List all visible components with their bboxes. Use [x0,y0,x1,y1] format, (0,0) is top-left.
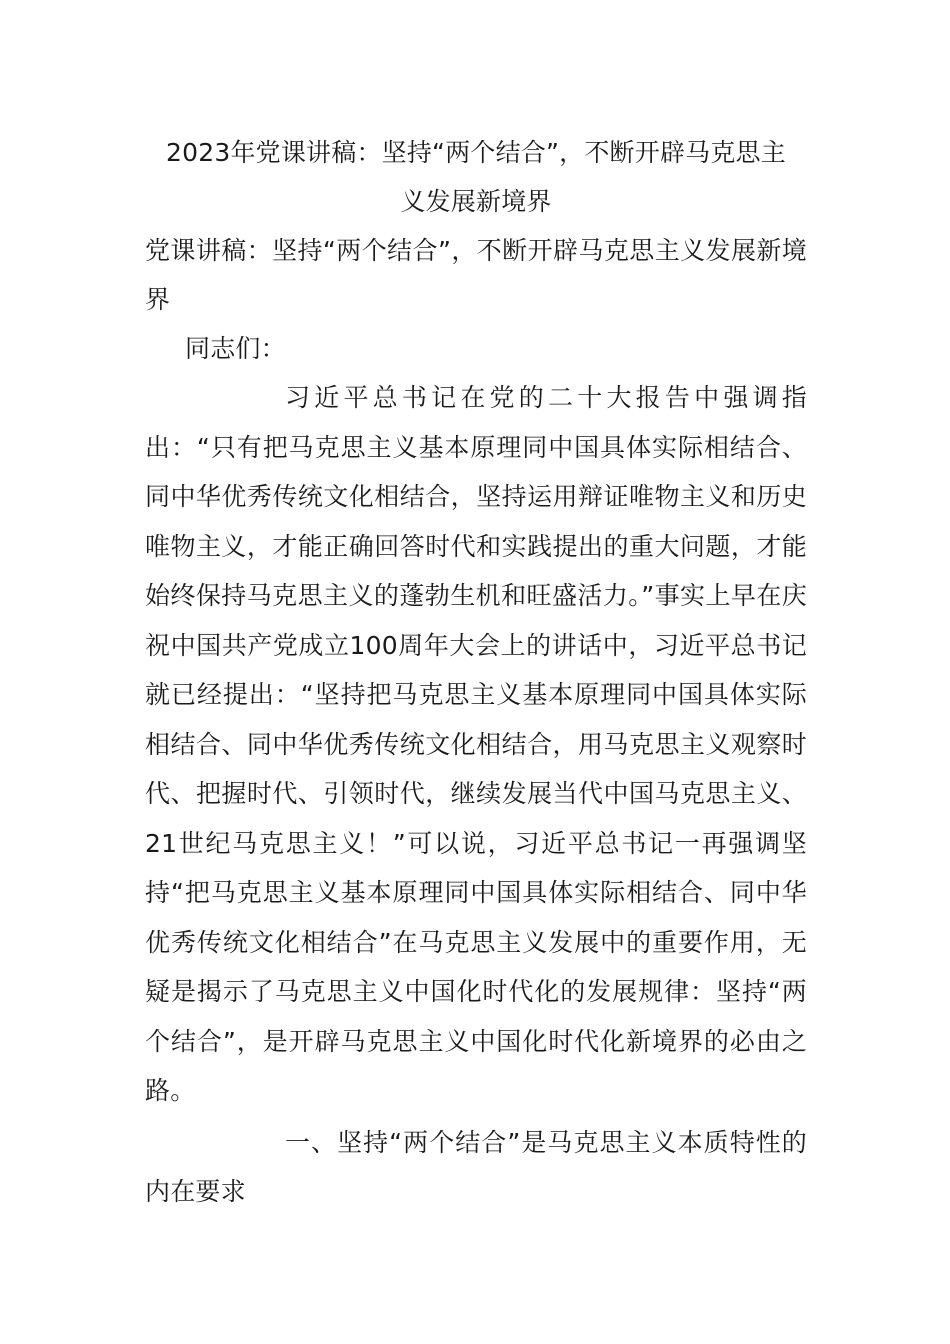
salutation: 同志们： [185,334,286,363]
document-subtitle: 党课讲稿：坚持“两个结合”，不断开辟马克思主义发展新境界 [145,236,807,314]
section-heading: 一、坚持“两个结合”是马克思主义本质特性的内在要求 [145,1127,807,1206]
document-title [145,128,807,226]
title-line-2: 义发展新境界 [400,187,552,216]
title-line-1: 2023年党课讲稿：坚持“两个结合”，不断开辟马克思主 [166,138,786,167]
document-body [145,128,807,1217]
body-paragraph: 习近平总书记在党的二十大报告中强调指出：“只有把马克思主义基本原理同中国具体实际相结合、同中华优秀传统文化相结合，坚持运用辩证唯物主义和历史唯物主义，才能正确回答时代和实践提出的重大问题，才能始终保持马克思主义的蓬勃生机和旺盛活力。”事实上早在庆祝中国共产党成立100周年大会上的讲话中，习近平总书记就已经提出：“坚持把马克思主义基本原理同中国具体实际相结合、同中华优秀传统文化相结合，用马克思主义观察时代、把握时代、引领时代，继续发展当代中国马克思主义、21世纪马克思主义！”可以说，习近平总书记一再强调坚持“把马克思主义基本原理同中国具体实际相结合、同中华优秀传统文化相结合”在马克思主义发展中的重要作用，无疑是揭示了马克思主义中国化时代化的发展规律：坚持“两个结合”，是开辟马克思主义中国化时代化新境界的必由之路。 [145,383,807,1105]
